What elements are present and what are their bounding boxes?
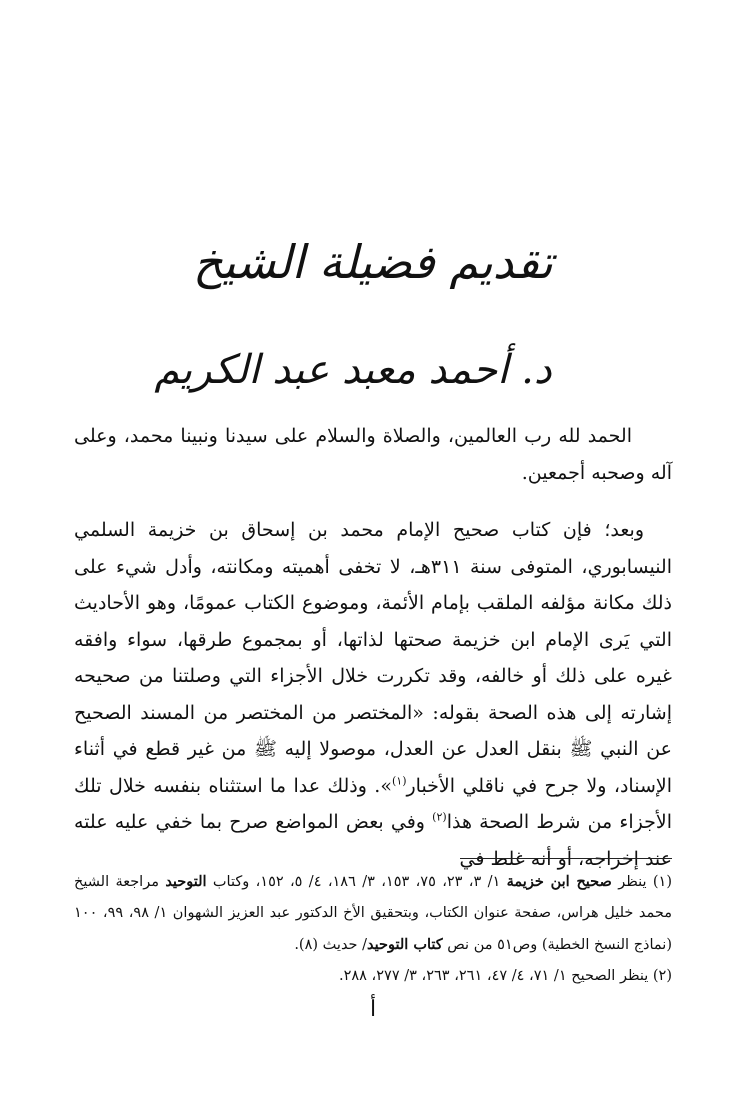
- footnote-1: [74, 866, 672, 961]
- main-paragraph-part-3: وفي بعض المواضع صرح بما خفي عليه علته عند إخراجه، أو أنه غلط في: [74, 811, 672, 870]
- main-paragraph-part-1: وبعد؛ فإن كتاب صحيح الإمام محمد بن إسحاق بن خزيمة السلمي النيسابوري، المتوفى سنة ٣١١هـ، لا تخفى أهميته ومكانته، وأدل شيء على ذلك مكانة مؤلفه الملقب بإمام الأئمة، وموضوع الكتاب عمومًا، وهو الأحاديث التي يَرى الإمام ابن خزيمة صحتها لذاتها، أو بمجموع طرقها، سواء وافقه غيره على ذلك أو خالفه، وقد تكررت خلال الأجزاء التي وصلتنا من صحيحه إشارته إلى هذه الصحة بقوله: «المختصر من المختصر من المسند الصحيح عن النبي ﷺ بنقل العدل عن العدل، موصولا إليه ﷺ من غير قطع في أثناء الإسناد، ولا جرح في ناقلي الأخبار: [74, 519, 672, 797]
- footnote-marker-2: (٢): [432, 810, 447, 824]
- main-paragraph: [74, 512, 672, 877]
- footnote-1-bold-a: صحيح ابن خزيمة: [506, 873, 612, 890]
- footnote-marker-1: (١): [391, 774, 407, 788]
- footnote-1-text-d: / حديث (٨).: [294, 937, 368, 953]
- footnote-1-text-b: ١/ ٣، ٢٣، ٧٥، ١٥٣، ٣/ ١٨٦، ٤/ ٥، ١٥٢، وكتاب: [206, 874, 507, 890]
- footnote-2-number: (٢): [652, 968, 672, 984]
- page-title: تقديم فضيلة الشيخ: [193, 235, 553, 289]
- footnote-1-number: (١): [652, 874, 672, 890]
- footnote-2: [74, 961, 672, 992]
- footnote-1-bold-b: التوحيد: [165, 873, 207, 890]
- footnote-1-bold-c: كتاب التوحيد: [367, 936, 443, 953]
- main-paragraph-part-2: ». وذلك عدا ما استثناه بنفسه خلال تلك الأجزاء من شرط الصحة هذا: [74, 774, 672, 833]
- opening-paragraph: [74, 418, 672, 491]
- footnote-1-text-c: مراجعة الشيخ محمد خليل هراس، صفحة عنوان الكتاب، وبتحقيق الأخ الدكتور عبد العزيز الشهوان ١/ ٩٨، ٩٩، ١٠٠ (نماذج النسخ الخطية) وص٥١ من نص: [74, 874, 673, 953]
- author-name: د. أحمد معبد عبد الكريم: [154, 347, 552, 393]
- footnotes: [74, 866, 672, 992]
- page-number: أ: [369, 997, 377, 1022]
- footnote-separator: [460, 858, 672, 859]
- main-paragraph-text: [74, 512, 672, 877]
- footnote-2-text: ينظر الصحيح ١/ ٧١، ٤/ ٤٧، ٢٦١، ٢٦٣، ٣/ ٢٧٧، ٢٨٨.: [338, 968, 653, 984]
- opening-paragraph-text: الحمد لله رب العالمين، والصلاة والسلام على سيدنا ونبينا محمد، وعلى آله وصحبه أجمعين.: [74, 425, 672, 484]
- footnote-1-text-a: ينظر: [611, 874, 653, 890]
